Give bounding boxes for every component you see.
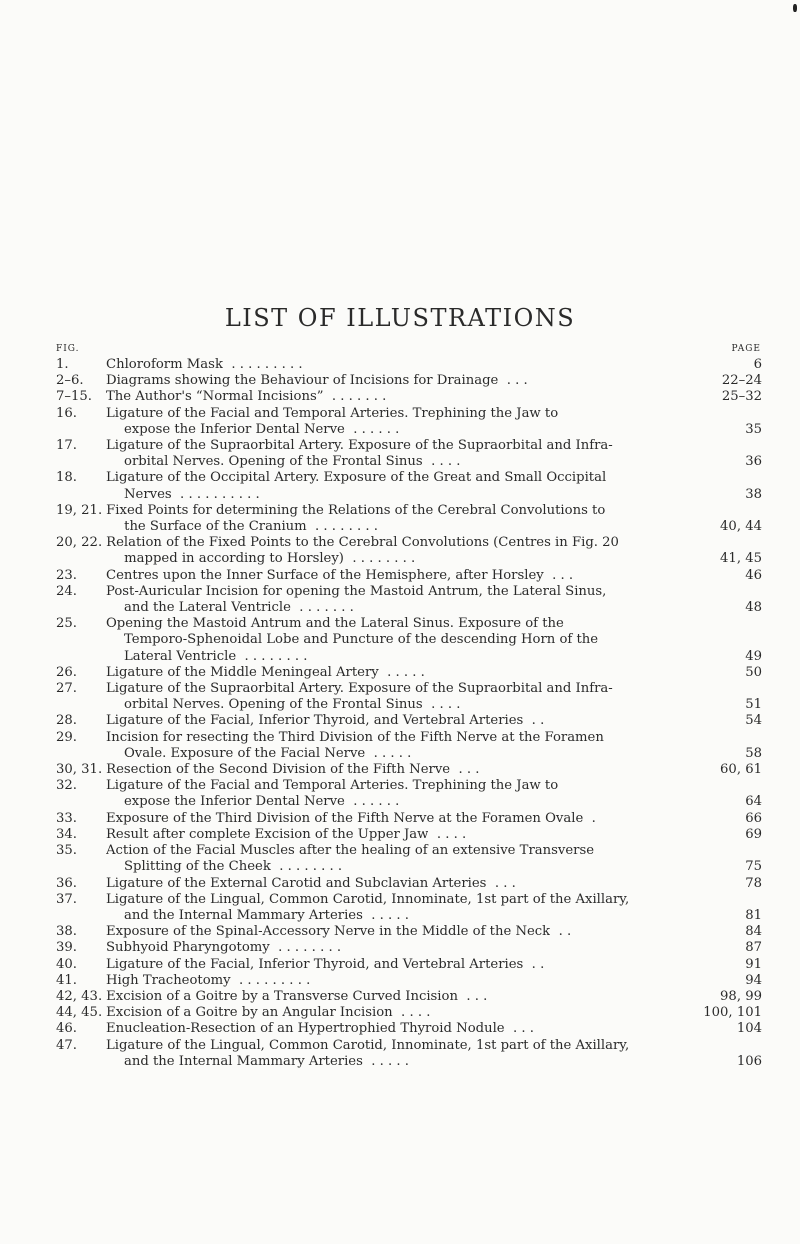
illustration-entry xyxy=(56,568,762,584)
caption-text: Action of the Facial Muscles after the healing of an extensive Transverse xyxy=(106,843,595,859)
entry-line xyxy=(106,357,762,373)
leader-dots: . . . xyxy=(498,373,528,389)
figure-number: 7–15. xyxy=(56,389,92,405)
caption-text: and the Lateral Ventricle xyxy=(124,600,291,616)
illustration-entry xyxy=(56,406,762,438)
caption-text: and the Internal Mammary Arteries xyxy=(124,907,363,923)
caption-text: Ligature of the Lingual, Common Carotid, Innominate, 1st part of the Axillary, xyxy=(106,891,630,907)
entry-line xyxy=(106,859,762,875)
leader-dots: . . . xyxy=(486,875,516,891)
figure-number: 30, 31. xyxy=(56,762,103,778)
caption-text: Subhyoid Pharyngotomy xyxy=(106,940,270,956)
page-number: 60, 61 xyxy=(720,762,762,778)
page-number: 25–32 xyxy=(721,389,762,405)
leader-dots: . . . . . xyxy=(365,745,412,761)
figure-number: 27. xyxy=(56,681,77,697)
entry-line xyxy=(106,892,762,908)
entry-line xyxy=(106,746,762,762)
entry-line xyxy=(106,1054,762,1070)
caption-text: the Surface of the Cranium xyxy=(124,519,307,535)
leader-dots: . . . xyxy=(543,567,574,583)
figure-number: 17. xyxy=(56,438,77,454)
figure-number: 24. xyxy=(56,583,77,599)
caption-text: Ligature of the Middle Meningeal Artery xyxy=(106,664,379,680)
caption-text: orbital Nerves. Opening of the Frontal Sinus xyxy=(124,454,423,470)
leader-dots: . . . . . xyxy=(362,907,409,923)
illustration-entry xyxy=(56,827,762,843)
caption-text: Ligature of the Facial, Inferior Thyroid, and Vertebral Arteries xyxy=(106,713,524,729)
caption-text: Enucleation-Resection of an Hypertrophied Thyroid Nodule xyxy=(106,1021,505,1037)
caption-text: Ligature of the Lingual, Common Carotid, Innominate, 1st part of the Axillary, xyxy=(106,1037,630,1053)
page-column-header: PAGE xyxy=(731,344,761,354)
entry-line xyxy=(106,940,762,956)
entry-line xyxy=(106,762,762,778)
caption-text: Relation of the Fixed Points to the Cerebral Convolutions (Centres in Fig. 20 xyxy=(106,535,619,551)
entry-line xyxy=(106,730,762,746)
illustration-entry xyxy=(56,535,762,567)
caption-text: Exposure of the Third Division of the Fifth Nerve at the Foramen Ovale xyxy=(106,810,584,826)
caption-text: Ovale. Exposure of the Facial Nerve xyxy=(124,745,366,761)
page-number: 6 xyxy=(753,357,762,372)
illustration-entry xyxy=(56,665,762,681)
figure-number: 19, 21. xyxy=(56,502,103,518)
caption-text: The Author's “Normal Incisions” xyxy=(106,389,324,405)
figure-number: 23. xyxy=(56,567,77,583)
caption-text: Ligature of the Supraorbital Artery. Exposure of the Supraorbital and Infra- xyxy=(106,438,613,454)
illustration-entry xyxy=(56,843,762,875)
caption-text: High Tracheotomy xyxy=(106,972,231,988)
entry-line xyxy=(106,535,762,551)
page-number: 100, 101 xyxy=(703,1005,762,1021)
illustration-entry xyxy=(56,616,762,665)
entry-line xyxy=(106,1005,762,1021)
leader-dots: . . . . . . . xyxy=(290,600,354,616)
illustration-entry xyxy=(56,1038,762,1070)
leader-dots: . . xyxy=(550,924,572,940)
illustration-entry xyxy=(56,389,762,405)
leader-dots: . . . xyxy=(450,762,480,778)
page-number: 66 xyxy=(745,810,762,826)
entry-line xyxy=(106,373,762,389)
illustration-entry xyxy=(56,940,762,956)
figure-number: 1. xyxy=(56,357,69,372)
entry-line xyxy=(106,778,762,794)
caption-text: Fixed Points for determining the Relations of the Cerebral Convolutions to xyxy=(106,502,606,518)
figure-number: 16. xyxy=(56,405,77,421)
illustration-entry xyxy=(56,438,762,470)
page-number: 41, 45 xyxy=(720,551,762,567)
entry-line xyxy=(106,470,762,486)
illustration-entry xyxy=(56,681,762,713)
entry-line xyxy=(106,454,762,470)
page-title: LIST OF ILLUSTRATIONS xyxy=(224,304,576,333)
caption-text: Chloroform Mask xyxy=(106,357,223,372)
entry-line xyxy=(106,438,762,454)
caption-text: Excision of a Goitre by a Transverse Curved Incision xyxy=(106,988,458,1004)
illustration-entry xyxy=(56,730,762,762)
page-number: 51 xyxy=(745,697,762,713)
illustration-entry xyxy=(56,1005,762,1021)
figure-number: 42, 43. xyxy=(56,988,103,1004)
entry-line xyxy=(106,908,762,924)
leader-dots: . . . . . . . . xyxy=(270,859,343,875)
figure-number: 25. xyxy=(56,616,77,632)
entry-line xyxy=(106,924,762,940)
leader-dots: . . . . xyxy=(422,454,461,470)
caption-text: Excision of a Goitre by an Angular Incision xyxy=(106,1005,393,1021)
figure-number: 20, 22. xyxy=(56,535,103,551)
leader-dots: . . . . xyxy=(392,1005,431,1021)
entry-line xyxy=(106,794,762,810)
caption-text: Diagrams showing the Behaviour of Incisions for Drainage xyxy=(106,373,499,389)
caption-text: Ligature of the External Carotid and Subclavian Arteries xyxy=(106,875,487,891)
page-number: 58 xyxy=(745,745,762,761)
figure-number: 38. xyxy=(56,924,77,940)
entry-line xyxy=(106,876,762,892)
caption-text: Ligature of the Supraorbital Artery. Exposure of the Supraorbital and Infra- xyxy=(106,681,613,697)
entry-line xyxy=(106,827,762,843)
entry-line xyxy=(106,973,762,989)
entry-line xyxy=(106,989,762,1005)
figure-number: 32. xyxy=(56,778,77,794)
caption-text: Exposure of the Spinal-Accessory Nerve in the Middle of the Neck xyxy=(106,924,551,940)
page-number: 54 xyxy=(745,713,762,729)
caption-text: Result after complete Excision of the Upper Jaw xyxy=(106,826,429,842)
leader-dots: . . . . . xyxy=(378,664,425,680)
page-number: 46 xyxy=(745,567,762,583)
entry-line xyxy=(106,1038,762,1054)
leader-dots: . . xyxy=(523,956,545,972)
figure-number: 33. xyxy=(56,810,77,826)
entry-line xyxy=(106,811,762,827)
illustration-entry xyxy=(56,357,762,373)
illustration-entry xyxy=(56,989,762,1005)
entry-line xyxy=(106,503,762,519)
page-number: 38 xyxy=(745,486,762,502)
page-number: 40, 44 xyxy=(720,519,762,535)
fig-column-header: FIG. xyxy=(56,344,80,354)
illustration-entry xyxy=(56,973,762,989)
leader-dots: . . . . . . . . xyxy=(236,648,308,664)
figure-number: 18. xyxy=(56,470,77,486)
entry-line xyxy=(106,665,762,681)
figure-number: 47. xyxy=(56,1037,77,1053)
caption-text: Nerves xyxy=(124,486,172,502)
illustration-entry xyxy=(56,1021,762,1037)
page-number: 69 xyxy=(745,826,762,842)
entry-line xyxy=(106,697,762,713)
entry-line xyxy=(106,389,762,405)
page-number: 87 xyxy=(745,940,762,956)
illustration-entry xyxy=(56,876,762,892)
leader-dots: . . xyxy=(523,713,545,729)
entry-line xyxy=(106,713,762,729)
leader-dots: . . . . . . . . xyxy=(269,940,342,956)
page-number: 22–24 xyxy=(721,373,762,389)
leader-dots: . . . xyxy=(457,988,488,1004)
entry-line xyxy=(106,568,762,584)
figure-number: 40. xyxy=(56,956,77,972)
caption-text: Temporo-Sphenoidal Lobe and Puncture of the descending Horn of the xyxy=(124,632,599,648)
leader-dots: . . . . . . . . xyxy=(306,519,378,535)
page-number: 48 xyxy=(745,600,762,616)
caption-text: Post-Auricular Incision for opening the Mastoid Antrum, the Lateral Sinus, xyxy=(106,583,607,599)
illustration-entry xyxy=(56,924,762,940)
page-number: 64 xyxy=(745,794,762,810)
caption-text: expose the Inferior Dental Nerve xyxy=(124,794,345,810)
leader-dots: . . . . . . . xyxy=(323,389,387,405)
caption-text: and the Internal Mammary Arteries xyxy=(124,1053,363,1069)
page-number: 94 xyxy=(745,972,762,988)
figure-number: 29. xyxy=(56,729,77,745)
entry-line xyxy=(106,1021,762,1037)
figure-number: 34. xyxy=(56,826,77,842)
page-number: 104 xyxy=(736,1021,762,1037)
entry-line xyxy=(106,681,762,697)
figure-number: 36. xyxy=(56,875,77,891)
caption-text: Splitting of the Cheek xyxy=(124,859,271,875)
leader-dots: . . . xyxy=(504,1021,534,1037)
entry-line xyxy=(106,487,762,503)
leader-dots: . . . . . . . . . xyxy=(222,357,303,372)
caption-text: mapped in according to Horsley) xyxy=(124,551,344,567)
page-number: 106 xyxy=(736,1053,762,1069)
page-number: 91 xyxy=(745,956,762,972)
leader-dots: . xyxy=(583,810,596,826)
illustration-entry xyxy=(56,762,762,778)
figure-number: 28. xyxy=(56,713,77,729)
caption-text: Ligature of the Occipital Artery. Exposure of the Great and Small Occipital xyxy=(106,470,607,486)
figure-number: 26. xyxy=(56,664,77,680)
caption-text: Ligature of the Facial and Temporal Arteries. Trephining the Jaw to xyxy=(106,405,559,421)
illustration-entry xyxy=(56,778,762,810)
entry-line xyxy=(106,584,762,600)
illustration-entry xyxy=(56,584,762,616)
illustration-entry xyxy=(56,503,762,535)
caption-text: Centres upon the Inner Surface of the Hemisphere, after Horsley xyxy=(106,567,544,583)
figure-number: 2–6. xyxy=(56,373,84,389)
caption-text: Opening the Mastoid Antrum and the Lateral Sinus. Exposure of the xyxy=(106,616,564,632)
illustration-entry xyxy=(56,957,762,973)
entry-line xyxy=(106,957,762,973)
entry-line xyxy=(106,600,762,616)
entry-line xyxy=(106,422,762,438)
ink-mark xyxy=(793,4,797,12)
leader-dots: . . . . . . xyxy=(344,421,400,437)
leader-dots: . . . . . xyxy=(362,1053,409,1069)
page-number: 78 xyxy=(745,875,762,891)
leader-dots: . . . . . . . . . . xyxy=(171,486,260,502)
page-number: 84 xyxy=(745,924,762,940)
entry-line xyxy=(106,632,762,648)
page-number: 75 xyxy=(745,859,762,875)
illustration-entry xyxy=(56,811,762,827)
illustration-entry xyxy=(56,373,762,389)
leader-dots: . . . . . . . . . xyxy=(230,972,311,988)
leader-dots: . . . . . . . . xyxy=(343,551,416,567)
caption-text: Lateral Ventricle xyxy=(124,648,237,664)
figure-number: 35. xyxy=(56,843,77,859)
figure-number: 46. xyxy=(56,1021,77,1037)
leader-dots: . . . . xyxy=(428,826,467,842)
illustration-entry xyxy=(56,892,762,924)
caption-text: Resection of the Second Division of the Fifth Nerve xyxy=(106,762,451,778)
caption-text: expose the Inferior Dental Nerve xyxy=(124,421,345,437)
illustration-entry xyxy=(56,470,762,502)
entry-line xyxy=(106,616,762,632)
leader-dots: . . . . . . xyxy=(344,794,400,810)
entry-line xyxy=(106,406,762,422)
page-number: 35 xyxy=(745,421,762,437)
figure-number: 41. xyxy=(56,972,77,988)
figure-number: 39. xyxy=(56,940,77,956)
page-number: 36 xyxy=(745,454,762,470)
page-number: 81 xyxy=(745,907,762,923)
caption-text: Ligature of the Facial, Inferior Thyroid, and Vertebral Arteries xyxy=(106,956,524,972)
caption-text: orbital Nerves. Opening of the Frontal Sinus xyxy=(124,697,423,713)
caption-text: Ligature of the Facial and Temporal Arteries. Trephining the Jaw to xyxy=(106,778,559,794)
page-number: 49 xyxy=(745,648,762,664)
entry-line xyxy=(106,551,762,567)
figure-number: 37. xyxy=(56,891,77,907)
figure-number: 44, 45. xyxy=(56,1005,103,1021)
entry-line xyxy=(106,649,762,665)
caption-text: Incision for resecting the Third Division of the Fifth Nerve at the Foramen xyxy=(106,729,604,745)
page-number: 50 xyxy=(745,664,762,680)
page-number: 98, 99 xyxy=(720,988,762,1004)
leader-dots: . . . . xyxy=(422,697,461,713)
entry-line xyxy=(106,843,762,859)
illustration-entry xyxy=(56,713,762,729)
illustrations-list xyxy=(56,357,762,1070)
entry-line xyxy=(106,519,762,535)
